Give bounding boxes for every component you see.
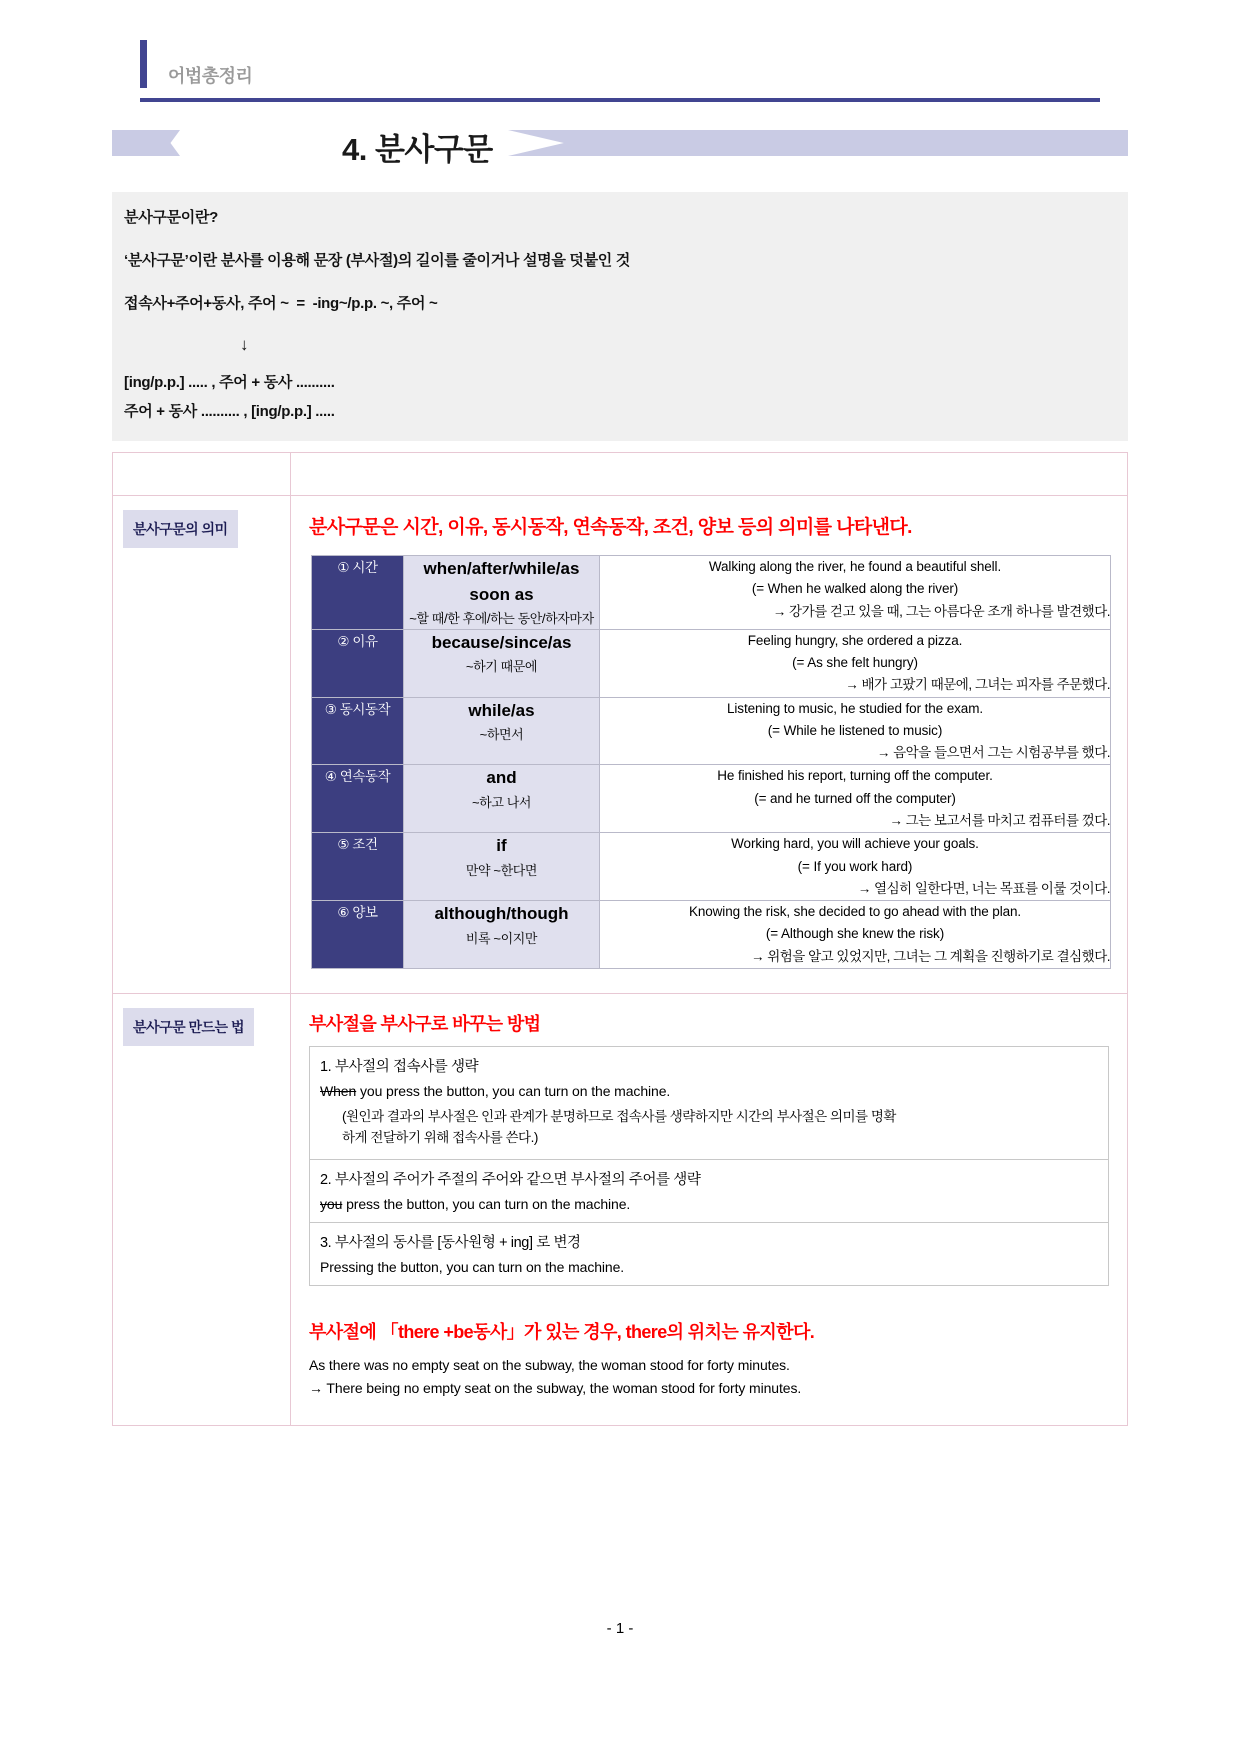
there-example-converted: → There being no empty seat on the subway, the woman stood for forty minutes. [309, 1380, 802, 1397]
intro-question: 분사구문이란? [124, 209, 219, 226]
method-label-cell [113, 993, 291, 1425]
conjunction-english: although/though [434, 904, 569, 924]
intro-formula: 접속사+주어+동사, 주어 ~ = -ing~/p.p. ~, 주어 ~ [124, 295, 438, 312]
page-number: - 1 - [606, 1620, 634, 1637]
header-title: 어법총정리 [168, 66, 253, 86]
meaning-conjunction [404, 629, 600, 697]
example-equivalent: (= If you work hard) [797, 858, 913, 874]
meaning-example [600, 901, 1111, 969]
example-english: Feeling hungry, she ordered a pizza. [747, 632, 963, 648]
example-equivalent: (= Although she knew the risk) [765, 926, 945, 942]
meaning-type: ⑤ 조건 [312, 833, 404, 901]
conjunction-english: when/after/while/as soon as [423, 559, 580, 604]
table-row [312, 556, 1111, 630]
example-english: Knowing the risk, she decided to go ahead with the plan. [688, 904, 1022, 920]
meaning-type: ④ 연속동작 [312, 765, 404, 833]
intro-pattern-1: [ing/p.p.] ..... , 주어 + 동사 .......... [124, 374, 335, 391]
there-example-original: As there was no empty seat on the subway, the woman stood for forty minutes. [309, 1356, 790, 1373]
sentence-rest: Pressing the button, you can turn on the machine. [320, 1258, 625, 1275]
meaning-type: ⑥ 양보 [312, 901, 404, 969]
meaning-example [600, 629, 1111, 697]
meaning-type: ③ 동시동작 [312, 697, 404, 765]
meaning-conjunction [404, 833, 600, 901]
meaning-example [600, 556, 1111, 630]
content-table [112, 452, 1128, 1426]
struck-word: When [320, 1082, 357, 1099]
table-row [312, 833, 1111, 901]
example-english: Walking along the river, he found a beautiful shell. [708, 559, 1002, 574]
conjunction-korean: ~하면서 [479, 727, 524, 743]
meaning-example [600, 833, 1111, 901]
meaning-conjunction [404, 556, 600, 630]
header-accent-bar [140, 40, 147, 88]
intro-box [112, 192, 1128, 441]
there-rule-block [309, 1318, 1109, 1402]
list-item [310, 1160, 1108, 1223]
table-header-cell-right [291, 453, 1128, 496]
table-row [312, 629, 1111, 697]
table-header-cell-left [113, 453, 291, 496]
step-title: 1. 부사절의 접속사를 생략 [320, 1058, 479, 1075]
steps-box [309, 1046, 1109, 1286]
meaning-conjunction [404, 901, 600, 969]
method-section-row [113, 993, 1128, 1425]
example-korean: → 음악을 들으면서 그는 시험공부를 했다. [876, 745, 1110, 761]
example-korean: → 열심히 일한다면, 너는 목표를 이룰 것이다. [857, 880, 1110, 896]
conjunction-english: because/since/as [431, 632, 572, 652]
example-korean: → 그는 보고서를 마치고 컴퓨터를 껐다. [889, 812, 1110, 828]
method-body-cell [291, 993, 1128, 1425]
step-title: 3. 부사절의 동사를 [동사원형 + ing] 로 변경 [320, 1234, 581, 1251]
meaning-section-row [113, 496, 1128, 994]
meaning-type: ② 이유 [312, 629, 404, 697]
example-equivalent: (= While he listened to music) [767, 722, 943, 738]
section-label-meaning: 분사구문의 의미 [123, 510, 238, 548]
sentence-rest: press the button, you can turn on the machine. [342, 1195, 631, 1212]
conjunction-korean: ~하기 때문에 [465, 659, 538, 675]
step-sentence [320, 1259, 1098, 1275]
intro-pattern-2: 주어 + 동사 .......... , [ing/p.p.] ..... [124, 403, 335, 420]
chapter-title: 4. 분사구문 [342, 132, 493, 167]
note-line-2: 하게 전달하기 위해 접속사를 쓴다.) [342, 1129, 538, 1145]
example-english: Listening to music, he studied for the exam. [727, 700, 983, 716]
example-english: Working hard, you will achieve your goals. [731, 836, 979, 852]
meaning-type: ① 시간 [312, 556, 404, 630]
conjunction-korean: ~할 때/한 후에/하는 동안/하자마자 [409, 611, 594, 626]
ribbon-right-decoration [508, 130, 1128, 156]
section-label-method: 분사구문 만드는 법 [123, 1008, 254, 1046]
example-korean: → 배가 고팠기 때문에, 그녀는 피자를 주문했다. [845, 677, 1110, 693]
conjunction-english: while/as [468, 700, 535, 720]
table-row [312, 901, 1111, 969]
conjunction-english: and [486, 768, 517, 788]
table-row [312, 765, 1111, 833]
step-sentence [320, 1083, 1098, 1099]
down-arrow-icon: ↓ [240, 335, 249, 354]
there-heading: 부사절에 「there +be동사」가 있는 경우, there의 위치는 유지한다. [309, 1321, 815, 1342]
note-line-1: (원인과 결과의 부사절은 인과 관계가 분명하므로 접속사를 생략하지만 시간의 부사절은 의미를 명확 [342, 1108, 896, 1124]
conjunction-korean: 만약 ~한다면 [465, 862, 538, 878]
meaning-conjunction [404, 765, 600, 833]
meaning-heading: 분사구문은 시간, 이유, 동시동작, 연속동작, 조건, 양보 등의 의미를 나타낸다. [309, 517, 912, 538]
sentence-rest: you press the button, you can turn on the machine. [356, 1082, 671, 1099]
header-rule [140, 98, 1100, 102]
list-item [310, 1047, 1108, 1160]
table-row [312, 697, 1111, 765]
example-equivalent: (= When he walked along the river) [751, 581, 959, 597]
step-sentence [320, 1196, 1098, 1212]
example-english: He finished his report, turning off the computer. [717, 768, 993, 784]
example-korean: → 위험을 알고 있었지만, 그녀는 그 계획을 진행하기로 결심했다. [750, 948, 1110, 964]
step-title: 2. 부사절의 주어가 주절의 주어와 같으면 부사절의 주어를 생략 [320, 1171, 701, 1188]
conjunction-korean: ~하고 나서 [471, 794, 532, 810]
meaning-body-cell [291, 496, 1128, 994]
intro-definition: ‘분사구문’이란 분사를 이용해 문장 (부사절)의 길이를 줄이거나 설명을 덧붙인 것 [124, 252, 631, 269]
example-equivalent: (= As she felt hungry) [792, 655, 918, 671]
conjunction-korean: 비록 ~이지만 [465, 930, 538, 946]
conjunction-english: if [496, 836, 507, 856]
example-korean: → 강가를 걷고 있을 때, 그는 아름다운 조개 하나를 발견했다. [772, 603, 1110, 619]
chapter-title-banner [112, 124, 1128, 167]
step-note [320, 1107, 1098, 1149]
table-header-row [113, 453, 1128, 496]
meaning-label-cell [113, 496, 291, 994]
ribbon-left-decoration [112, 130, 180, 156]
meaning-conjunction [404, 697, 600, 765]
meaning-example [600, 697, 1111, 765]
meaning-example [600, 765, 1111, 833]
meaning-detail-table [311, 555, 1111, 969]
page-header [140, 40, 1100, 110]
list-item [310, 1223, 1108, 1285]
struck-word: you [320, 1195, 343, 1212]
method-heading: 부사절을 부사구로 바꾸는 방법 [309, 1013, 541, 1034]
example-equivalent: (= and he turned off the computer) [754, 790, 956, 806]
